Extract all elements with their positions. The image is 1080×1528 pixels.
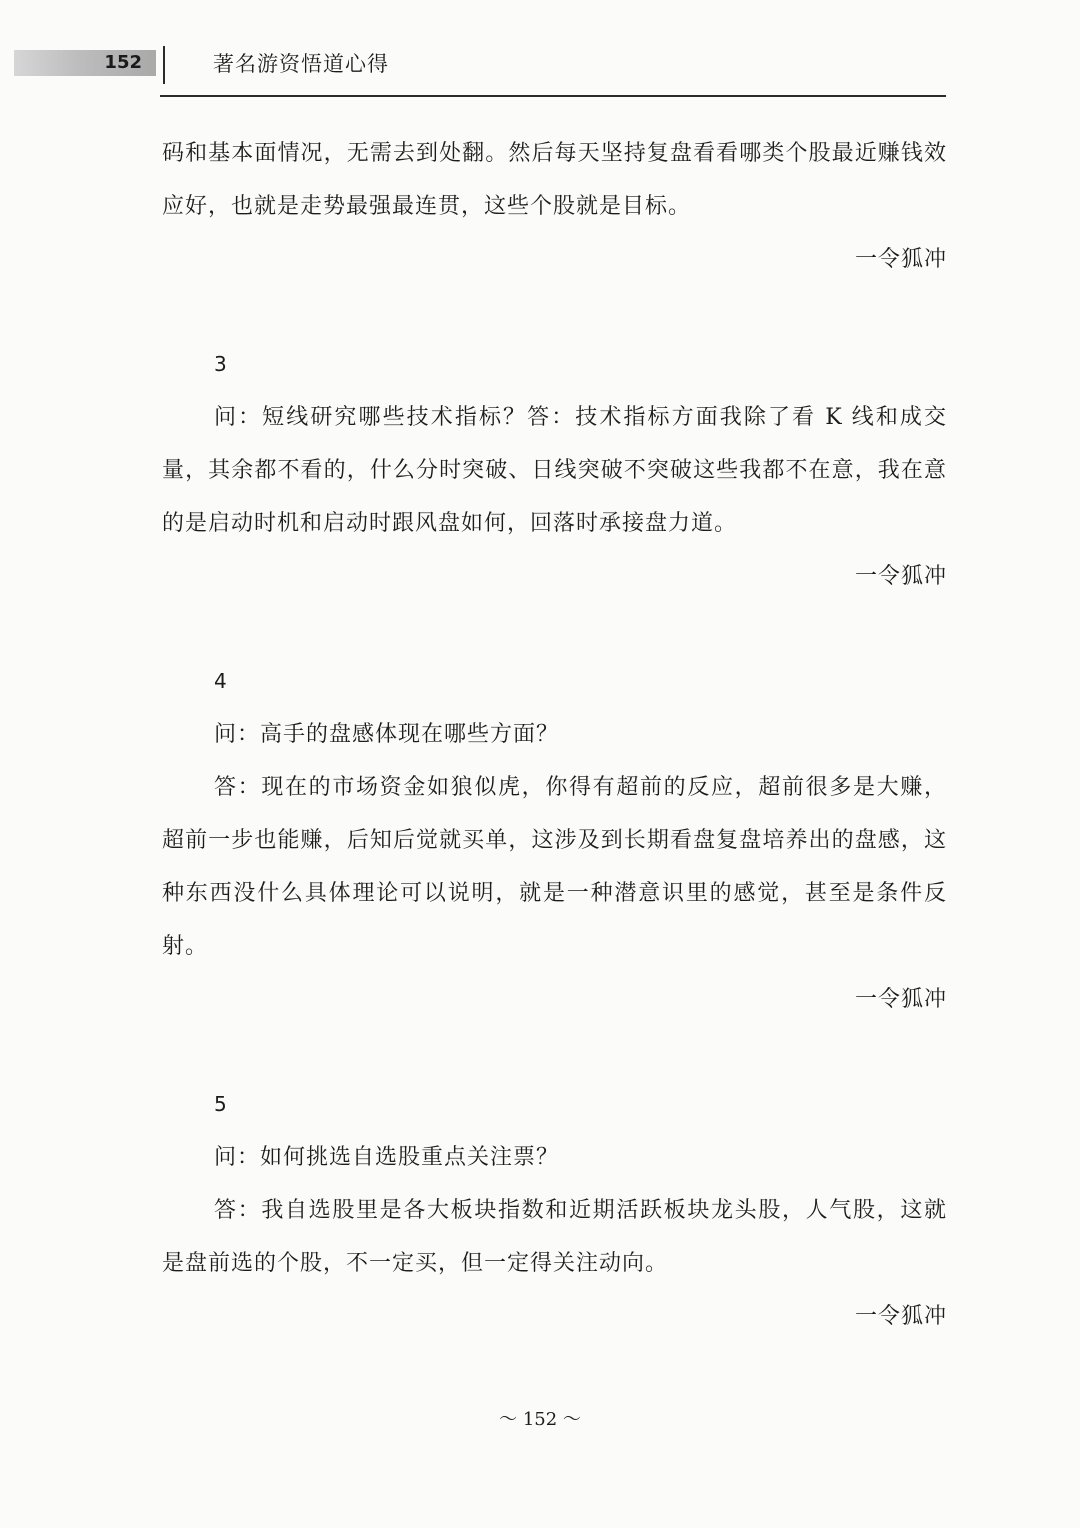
question-paragraph: 问：如何挑选自选股重点关注票？ xyxy=(214,1145,560,1170)
question-paragraph: 问：高手的盘感体现在哪些方面？ xyxy=(214,722,560,747)
continued-paragraph: 码和基本面情况，无需去到处翻。然后每天坚持复盘看看哪类个股最近赚钱效应好，也就是走势最强最连贯，这些个股就是目标。 xyxy=(162,141,947,219)
body-text xyxy=(162,127,947,1343)
book-title: 著名游资悟道心得 xyxy=(213,52,389,76)
question-number: 4 xyxy=(214,669,227,693)
signature: 一令狐冲 xyxy=(854,987,947,1012)
question-paragraph: 问：短线研究哪些技术指标？答：技术指标方面我除了看 K 线和成交量，其余都不看的，什么分时突破、日线突破不突破这些我都不在意，我在意的是启动时机和启动时跟风盘如何，回落时承接盘力道。 xyxy=(162,405,947,536)
signature: 一令狐冲 xyxy=(854,247,947,272)
question-number: 3 xyxy=(214,352,227,376)
section-gap xyxy=(162,603,947,655)
signature: 一令狐冲 xyxy=(854,1304,947,1329)
header-rule xyxy=(160,95,946,97)
question-number: 5 xyxy=(214,1092,227,1116)
answer-paragraph: 答：我自选股里是各大板块指数和近期活跃板块龙头股，人气股，这就是盘前选的个股，不一定买，但一定得关注动向。 xyxy=(162,1198,947,1276)
section-gap xyxy=(162,1026,947,1078)
answer-paragraph: 答：现在的市场资金如狼似虎，你得有超前的反应，超前很多是大赚，超前一步也能赚，后知后觉就买单，这涉及到长期看盘复盘培养出的盘感，这种东西没什么具体理论可以说明，就是一种潜意识里的感觉，甚至是条件反射。 xyxy=(162,775,947,959)
signature: 一令狐冲 xyxy=(854,564,947,589)
page-number-tab: 152 xyxy=(14,50,156,76)
footer-page-number: ～ 152 ～ xyxy=(499,1409,581,1430)
section-gap xyxy=(162,286,947,338)
header-divider xyxy=(163,46,165,84)
